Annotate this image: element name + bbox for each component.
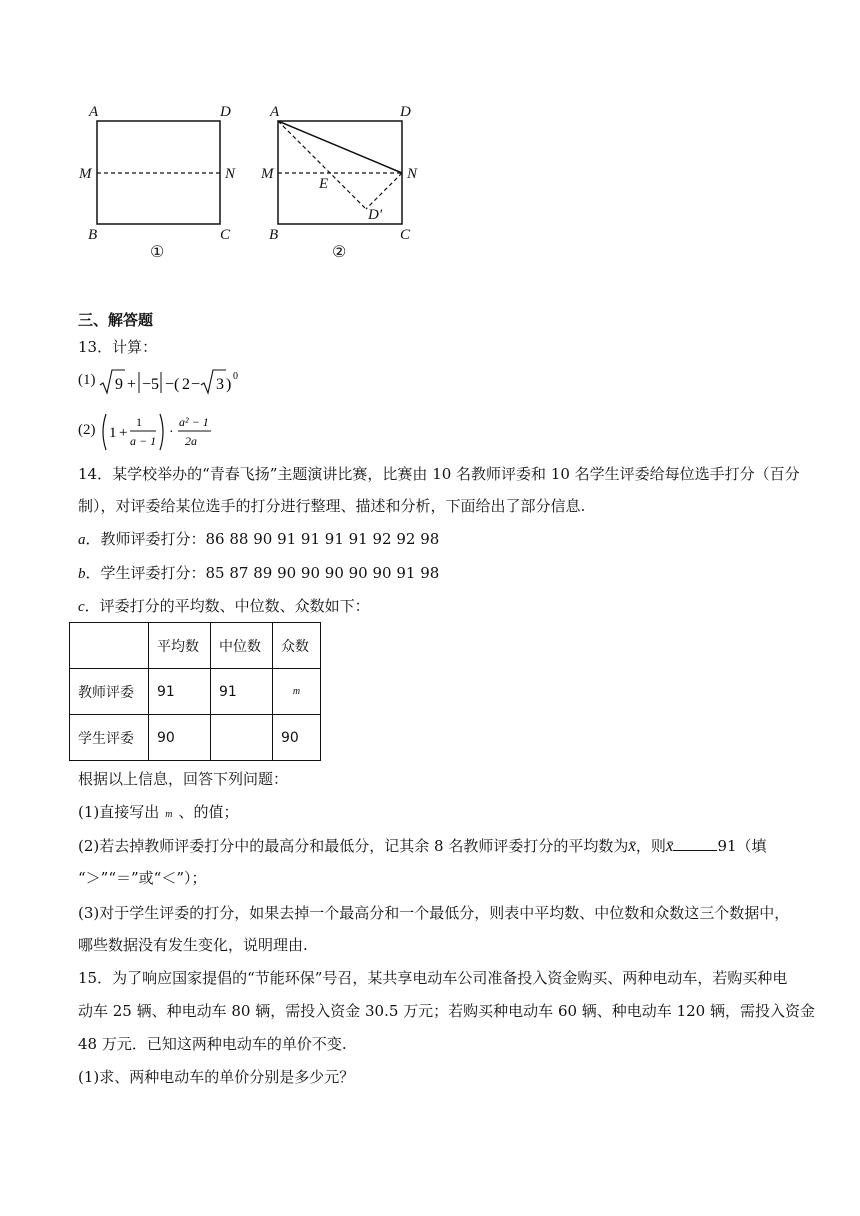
table-cell: m — [273, 669, 321, 715]
svg-text:1: 1 — [136, 415, 142, 429]
label-c-2: C — [400, 227, 411, 243]
label-d-2: D — [400, 104, 411, 120]
label-m: M — [79, 166, 92, 182]
svg-text:−: − — [191, 376, 201, 393]
q14-part1-var: m — [165, 809, 173, 820]
geometry-figures — [70, 96, 430, 266]
q13-stem: 13．计算： — [78, 338, 158, 356]
table-row — [70, 715, 321, 761]
q14-part2-text-b: ，则 — [635, 837, 666, 855]
scores-table — [69, 622, 321, 761]
answer-blank — [673, 836, 717, 851]
svg-text:1: 1 — [109, 425, 117, 441]
svg-text:+: + — [119, 425, 128, 441]
svg-text:3: 3 — [216, 376, 224, 393]
q14-item-a-label: a — [78, 532, 86, 548]
q14-part3-line-1: (3)对于学生评委的打分，如果去掉一个最高分和一个最低分，则表中平均数、中位数和众数这三个数据中， — [78, 904, 790, 922]
segment-ad-prime — [278, 121, 366, 209]
svg-text:2: 2 — [182, 376, 190, 393]
q13-part2-label: (2) — [78, 422, 96, 438]
label-a: A — [89, 104, 99, 120]
q14-part2-line-1 — [78, 836, 767, 856]
label-n-2: N — [407, 166, 418, 182]
q14-after-table: 根据以上信息，回答下列问题： — [78, 770, 289, 788]
svg-text:−5: −5 — [142, 376, 160, 393]
svg-text:a − 1: a − 1 — [130, 434, 157, 448]
q15-line-1: 15．为了响应国家提倡的“节能环保”号召，某共享电动车公司准备投入资金购买、两种电动车，若购买种电 — [78, 969, 788, 987]
section-title: 三、解答题 — [78, 311, 154, 329]
label-b-2: B — [269, 227, 279, 243]
table-cell: 91 — [211, 669, 273, 715]
q14-item-b — [78, 563, 439, 584]
table-row — [70, 669, 321, 715]
figure-2-caption: ② — [332, 244, 347, 261]
label-d: D — [220, 104, 231, 120]
table-header-row — [70, 623, 321, 669]
q14-item-a — [78, 529, 439, 550]
q14-line-1: 14．某学校举办的“青春飞扬”主题演讲比赛，比赛由 10 名教师评委和 10 名学生评委给每位选手打分（百分 — [78, 465, 800, 483]
svg-text:2a: 2a — [185, 434, 197, 448]
table-header-cell: 平均数 — [149, 623, 211, 669]
q14-part2-text-a: (2)若去掉教师评委打分中的最高分和最低分，记其余 8 名教师评委打分的平均数为 — [78, 837, 629, 855]
q14-part1-end: 、的值； — [178, 803, 239, 821]
q13-part1-formula — [99, 367, 249, 397]
table-cell: 教师评委 — [70, 669, 149, 715]
svg-text:0: 0 — [233, 371, 238, 382]
q14-part3-line-2: 哪些数据没有发生变化，说明理由. — [78, 936, 308, 954]
rectangle-abcd — [97, 121, 220, 224]
figure-1-caption: ① — [150, 244, 165, 261]
q15-part1: (1)求、两种电动车的单价分别是多少元？ — [78, 1068, 355, 1086]
label-a-2: A — [270, 104, 280, 120]
q13-part2-formula — [99, 410, 229, 454]
svg-text:+: + — [127, 376, 137, 393]
table-cell: 91 — [149, 669, 211, 715]
q14-item-c-label: c — [78, 599, 85, 615]
figure-2 — [260, 104, 418, 261]
table-header-cell: 中位数 — [211, 623, 273, 669]
table-cell: 学生评委 — [70, 715, 149, 761]
q14-line-2: 制），对评委给某位选手的打分进行整理、描述和分析，下面给出了部分信息. — [78, 497, 586, 515]
svg-text:9: 9 — [115, 376, 123, 393]
q13-part1-expression — [78, 365, 258, 401]
svg-text:·: · — [169, 425, 174, 440]
q14-item-a-text: ．教师评委打分：86 88 90 91 91 91 91 92 92 98 — [85, 530, 440, 548]
q14-part2-text-c: 91（填 — [717, 837, 767, 855]
label-e: E — [319, 176, 329, 192]
label-n: N — [225, 166, 236, 182]
q15-line-2: 动车 25 辆、种电动车 80 辆，需投入资金 30.5 万元；若购买种电动车 60 辆、种电动车 120 辆，需投入资金 — [78, 1002, 815, 1020]
q14-part2-line-2: “＞”“＝”或“＜”）； — [78, 869, 207, 887]
svg-text:a² − 1: a² − 1 — [179, 415, 209, 429]
q14-part1-text: (1)直接写出 — [78, 803, 160, 821]
q14-item-b-text: ．学生评委打分：85 87 89 90 90 90 90 90 91 98 — [85, 564, 440, 582]
table-cell: 90 — [149, 715, 211, 761]
segment-an — [278, 121, 402, 173]
q15-line-3: 48 万元．已知这两种电动车的单价不变. — [78, 1035, 347, 1053]
table-cell — [211, 715, 273, 761]
svg-text:−(: −( — [165, 376, 180, 393]
segment-nd-prime — [366, 173, 402, 209]
label-m-2: M — [261, 166, 274, 182]
label-d-prime: D′ — [368, 207, 383, 223]
table-cell: 90 — [273, 715, 321, 761]
svg-text:): ) — [226, 376, 232, 393]
q14-part2-var: x̄ — [628, 836, 636, 855]
table-header-cell: 众数 — [273, 623, 321, 669]
q14-item-c-text: ．评委打分的平均数、中位数、众数如下： — [84, 597, 370, 615]
label-b: B — [88, 227, 98, 243]
table-cell — [70, 623, 149, 669]
q14-item-c — [78, 596, 370, 617]
q14-part1 — [78, 802, 239, 825]
q14-item-b-label: b — [78, 566, 86, 582]
figure-1 — [78, 104, 236, 261]
q13-part1-label: (1) — [78, 372, 96, 388]
q14-part2-var2: x̄ — [665, 836, 674, 855]
label-c: C — [220, 227, 231, 243]
q13-part2-expression — [78, 410, 238, 454]
